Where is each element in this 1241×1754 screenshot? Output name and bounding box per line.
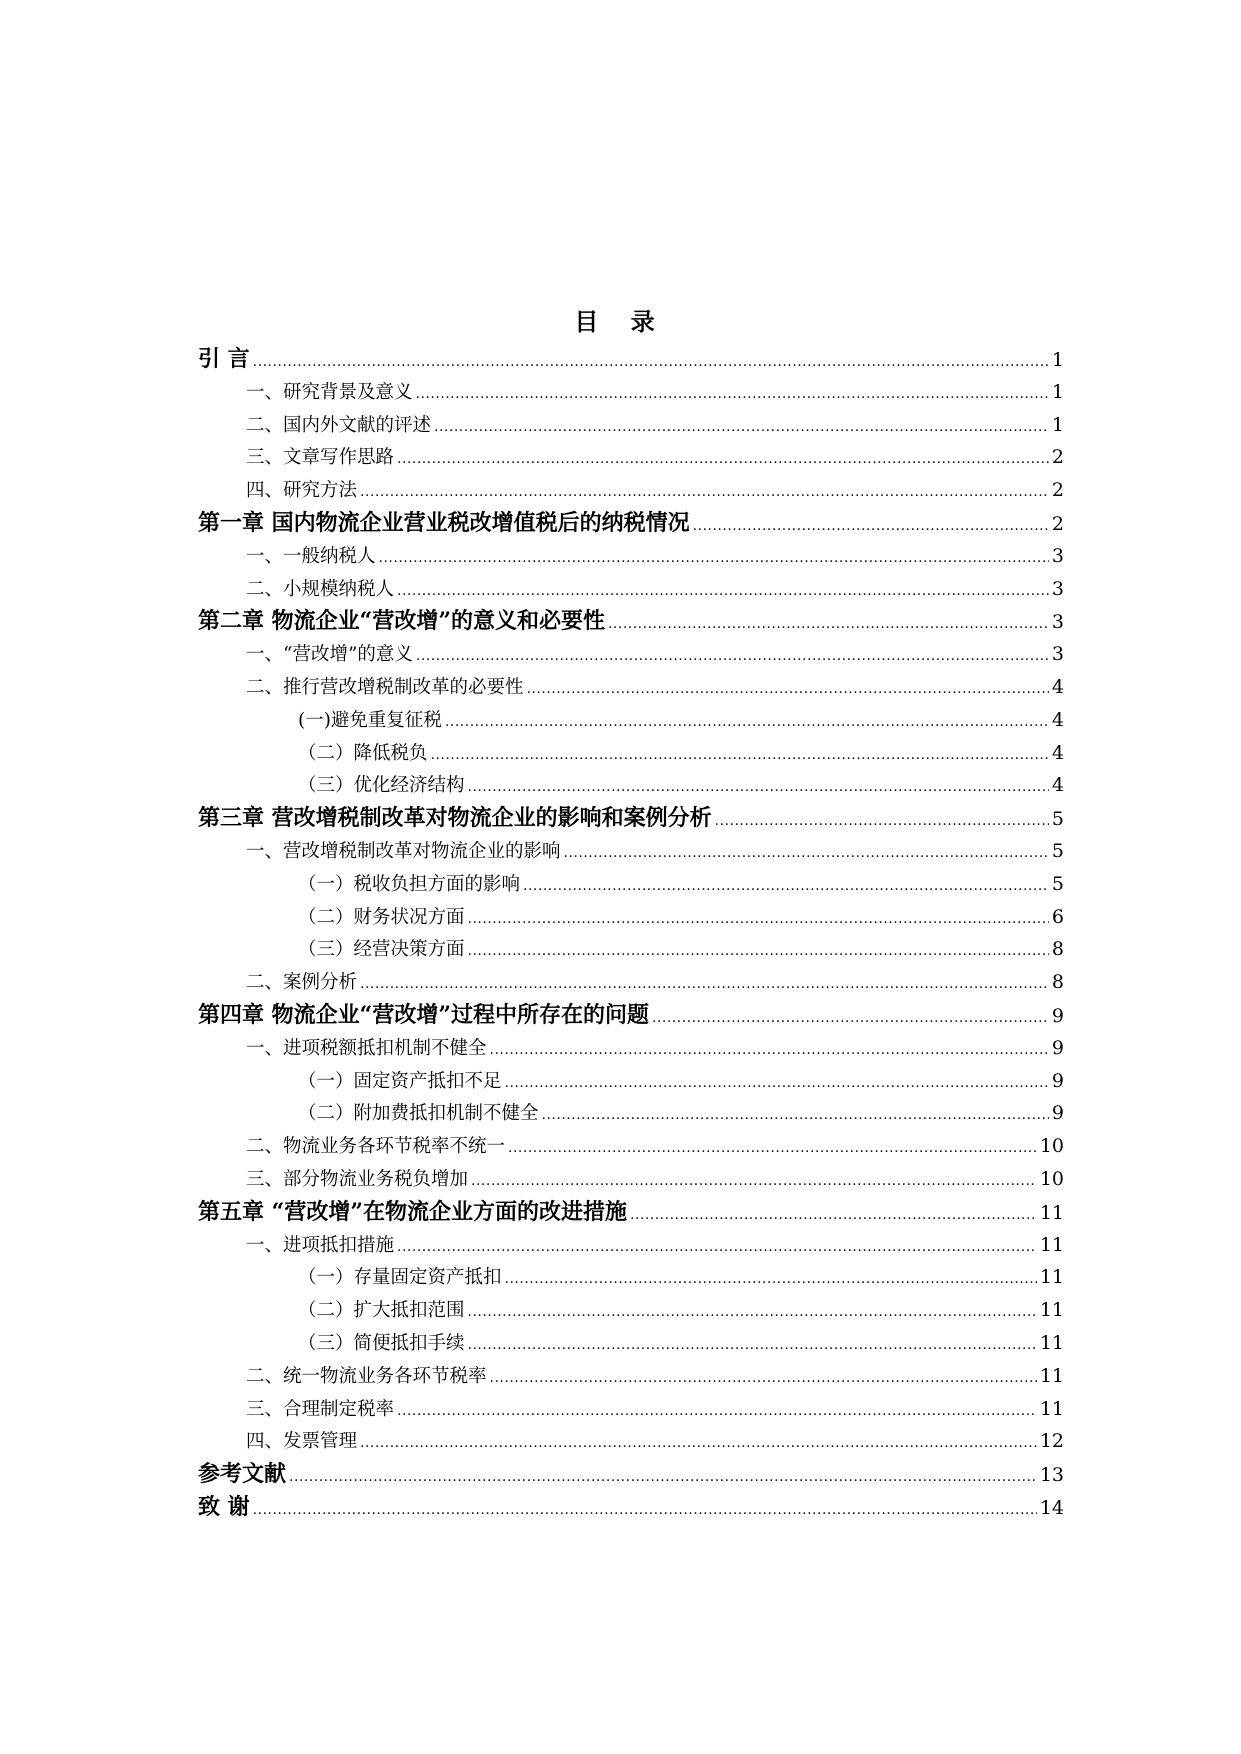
toc-section-entry[interactable] [198, 1425, 1064, 1458]
toc-section-entry[interactable] [198, 966, 1064, 999]
toc-entry-label: 一、“营改增”的意义 [246, 644, 413, 666]
toc-dot-leader [468, 1296, 1037, 1329]
toc-subsection-entry[interactable] [198, 1294, 1064, 1327]
toc-dot-leader [397, 575, 1049, 608]
toc-subsection-entry[interactable] [198, 1261, 1064, 1294]
toc-entry-label: （二）扩大抵扣范围 [298, 1300, 465, 1322]
toc-dot-leader [468, 935, 1049, 968]
toc-entry-label: 一、进项抵扣措施 [246, 1234, 395, 1256]
toc-dot-leader [397, 1395, 1037, 1428]
toc-section-entry[interactable] [198, 1229, 1064, 1262]
toc-page-number: 3 [1051, 643, 1064, 666]
toc-subsection-entry[interactable] [198, 769, 1064, 802]
toc-entry-label: 二、小规模纳税人 [246, 578, 395, 600]
toc-entry-label: （三）优化经济结构 [298, 775, 465, 797]
toc-section-entry[interactable] [198, 409, 1064, 442]
toc-dot-leader [289, 1461, 1037, 1494]
toc-subsection-entry[interactable] [198, 868, 1064, 901]
toc-section-entry[interactable] [198, 474, 1064, 507]
toc-dot-leader [468, 1329, 1037, 1362]
toc-dot-leader [416, 378, 1049, 411]
toc-section-entry[interactable] [198, 671, 1064, 704]
toc-section-entry[interactable] [198, 1360, 1064, 1393]
toc-chapter-entry[interactable] [198, 999, 1064, 1032]
toc-entry-label: （一）存量固定资产抵扣 [298, 1267, 502, 1289]
toc-page-number: 3 [1051, 577, 1064, 600]
toc-page-number: 4 [1051, 741, 1064, 764]
toc-page-number: 12 [1039, 1430, 1064, 1453]
toc-entry-label: 二、国内外文献的评述 [246, 414, 432, 436]
toc-page-number: 8 [1051, 938, 1064, 961]
toc-entry-label: 三、部分物流业务税负增加 [246, 1168, 469, 1190]
toc-entry-label: 四、发票管理 [246, 1431, 358, 1453]
toc-page-number: 11 [1039, 1331, 1064, 1354]
toc-page-number: 9 [1051, 1036, 1064, 1059]
toc-dot-leader [379, 542, 1049, 575]
toc-dot-leader [608, 608, 1049, 641]
toc-page-number: 4 [1051, 774, 1064, 797]
toc-page-number: 11 [1039, 1397, 1064, 1420]
toc-dot-leader [360, 1427, 1037, 1460]
toc-entry-label: （一）固定资产抵扣不足 [298, 1070, 502, 1092]
toc-entry-label: 一、研究背景及意义 [246, 381, 413, 403]
toc-entry-label: 参考文献 [198, 1461, 287, 1488]
toc-entry-label: 一、营改增税制改革对物流企业的影响 [246, 840, 561, 862]
toc-chapter-entry[interactable] [198, 1491, 1064, 1524]
toc-page-number: 13 [1039, 1464, 1064, 1487]
toc-dot-leader [431, 739, 1049, 772]
toc-dot-leader [471, 1165, 1037, 1198]
toc-dot-leader [445, 706, 1049, 739]
toc-entry-label: （二）附加费抵扣机制不健全 [298, 1103, 539, 1125]
toc-page-number: 14 [1039, 1496, 1064, 1519]
toc-page-number: 11 [1039, 1201, 1064, 1224]
toc-dot-leader [630, 1199, 1037, 1232]
toc-page-number: 2 [1051, 446, 1064, 469]
toc-page-number: 5 [1051, 872, 1064, 895]
toc-entry-label: 二、物流业务各环节税率不统一 [246, 1136, 506, 1158]
toc-section-entry[interactable] [198, 441, 1064, 474]
toc-page-number: 9 [1051, 1102, 1064, 1125]
toc-dot-leader [508, 1132, 1037, 1165]
toc-page-number: 11 [1039, 1364, 1064, 1387]
toc-subsection-entry[interactable] [198, 1097, 1064, 1130]
toc-section-entry[interactable] [198, 1130, 1064, 1163]
toc-entry-label: 二、统一物流业务各环节税率 [246, 1365, 487, 1387]
toc-entry-label: 三、合理制定税率 [246, 1398, 395, 1420]
toc-subsection-entry[interactable] [198, 1065, 1064, 1098]
toc-dot-leader [397, 1231, 1037, 1264]
toc-entry-label: 一、一般纳税人 [246, 545, 376, 567]
toc-page-number: 9 [1051, 1004, 1064, 1027]
toc-dot-leader [693, 510, 1049, 543]
toc-page-number: 9 [1051, 1069, 1064, 1092]
toc-dot-leader [523, 870, 1049, 903]
toc-dot-leader [652, 1002, 1049, 1035]
toc-title: 目 录 [574, 307, 667, 336]
toc-page-number: 3 [1051, 544, 1064, 567]
toc-entry-label: 第三章 营改增税制改革对物流企业的影响和案例分析 [198, 805, 712, 832]
toc-dot-leader [490, 1034, 1049, 1067]
toc-section-entry[interactable] [198, 835, 1064, 868]
toc-entry-label: 引 言 [198, 346, 250, 372]
toc-page-number: 10 [1039, 1167, 1064, 1190]
toc-chapter-entry[interactable] [198, 802, 1064, 835]
toc-page-number: 11 [1039, 1266, 1064, 1289]
toc-dot-leader [527, 673, 1049, 706]
toc-section-entry[interactable] [198, 1032, 1064, 1065]
toc-entry-label: （一）税收负担方面的影响 [298, 873, 521, 895]
toc-dot-leader [397, 443, 1049, 476]
toc-entry-label: 第五章 “营改增”在物流企业方面的改进措施 [198, 1198, 627, 1225]
toc-entry-label: （三）经营决策方面 [298, 939, 465, 961]
toc-page-number: 1 [1051, 349, 1064, 371]
toc-dot-leader [564, 837, 1049, 870]
toc-entry-label: （二）降低税负 [298, 742, 428, 764]
toc-page-number: 5 [1051, 808, 1064, 831]
toc-section-entry[interactable] [198, 638, 1064, 671]
toc-dot-leader [253, 1494, 1037, 1527]
toc-page-number: 2 [1051, 479, 1064, 502]
toc-entry-label: （三）简便抵扣手续 [298, 1332, 465, 1354]
toc-dot-leader [253, 346, 1049, 379]
toc-page-number: 11 [1039, 1299, 1064, 1322]
toc-section-entry[interactable] [198, 540, 1064, 573]
toc-page-number: 1 [1051, 413, 1064, 436]
toc-chapter-entry[interactable] [198, 1458, 1064, 1491]
toc-section-entry[interactable] [198, 1393, 1064, 1426]
toc-page-number: 6 [1051, 905, 1064, 928]
toc-dot-leader [360, 968, 1049, 1001]
toc-chapter-entry[interactable] [198, 343, 1064, 376]
toc-chapter-entry[interactable] [198, 507, 1064, 540]
toc-entry-label: 三、文章写作思路 [246, 447, 395, 469]
toc-entry-label: (一)避免重复征税 [298, 709, 442, 731]
toc-entry-label: 第二章 物流企业“营改增”的意义和必要性 [198, 608, 605, 635]
toc-section-entry[interactable] [198, 376, 1064, 409]
toc-entry-label: 四、研究方法 [246, 480, 358, 502]
toc-dot-leader [468, 771, 1049, 804]
toc-page-number: 10 [1039, 1135, 1064, 1158]
toc-page-number: 5 [1051, 839, 1064, 862]
toc-page-number: 8 [1051, 971, 1064, 994]
toc-page-number: 11 [1039, 1233, 1064, 1256]
toc-subsection-entry[interactable] [198, 704, 1064, 737]
toc-entry-label: 第一章 国内物流企业营业税改增值税后的纳税情况 [198, 509, 690, 536]
toc-page-number: 4 [1051, 708, 1064, 731]
toc-page-number: 2 [1051, 512, 1064, 535]
toc-entry-label: 致 谢 [198, 1493, 250, 1520]
table-of-contents [198, 343, 1064, 1524]
toc-page-number: 4 [1051, 675, 1064, 698]
toc-dot-leader [505, 1067, 1049, 1100]
toc-entry-label: （二）财务状况方面 [298, 906, 465, 928]
toc-section-entry[interactable] [198, 1163, 1064, 1196]
toc-page-number: 1 [1051, 380, 1064, 403]
toc-dot-leader [490, 1362, 1037, 1395]
toc-dot-leader [715, 805, 1049, 838]
toc-page-number: 3 [1051, 611, 1064, 634]
toc-dot-leader [416, 640, 1049, 673]
toc-chapter-entry[interactable] [198, 605, 1064, 638]
toc-entry-label: 第四章 物流企业“营改增”过程中所存在的问题 [198, 1001, 649, 1028]
toc-dot-leader [468, 903, 1049, 936]
toc-section-entry[interactable] [198, 573, 1064, 606]
toc-dot-leader [434, 411, 1049, 444]
toc-chapter-entry[interactable] [198, 1196, 1064, 1229]
toc-dot-leader [505, 1263, 1037, 1296]
toc-entry-label: 一、进项税额抵扣机制不健全 [246, 1037, 487, 1059]
toc-subsection-entry[interactable] [198, 933, 1064, 966]
toc-dot-leader [360, 476, 1049, 509]
toc-dot-leader [542, 1099, 1049, 1132]
toc-entry-label: 二、推行营改增税制改革的必要性 [246, 676, 524, 698]
toc-subsection-entry[interactable] [198, 901, 1064, 934]
toc-entry-label: 二、案例分析 [246, 972, 358, 994]
toc-subsection-entry[interactable] [198, 737, 1064, 770]
toc-subsection-entry[interactable] [198, 1327, 1064, 1360]
